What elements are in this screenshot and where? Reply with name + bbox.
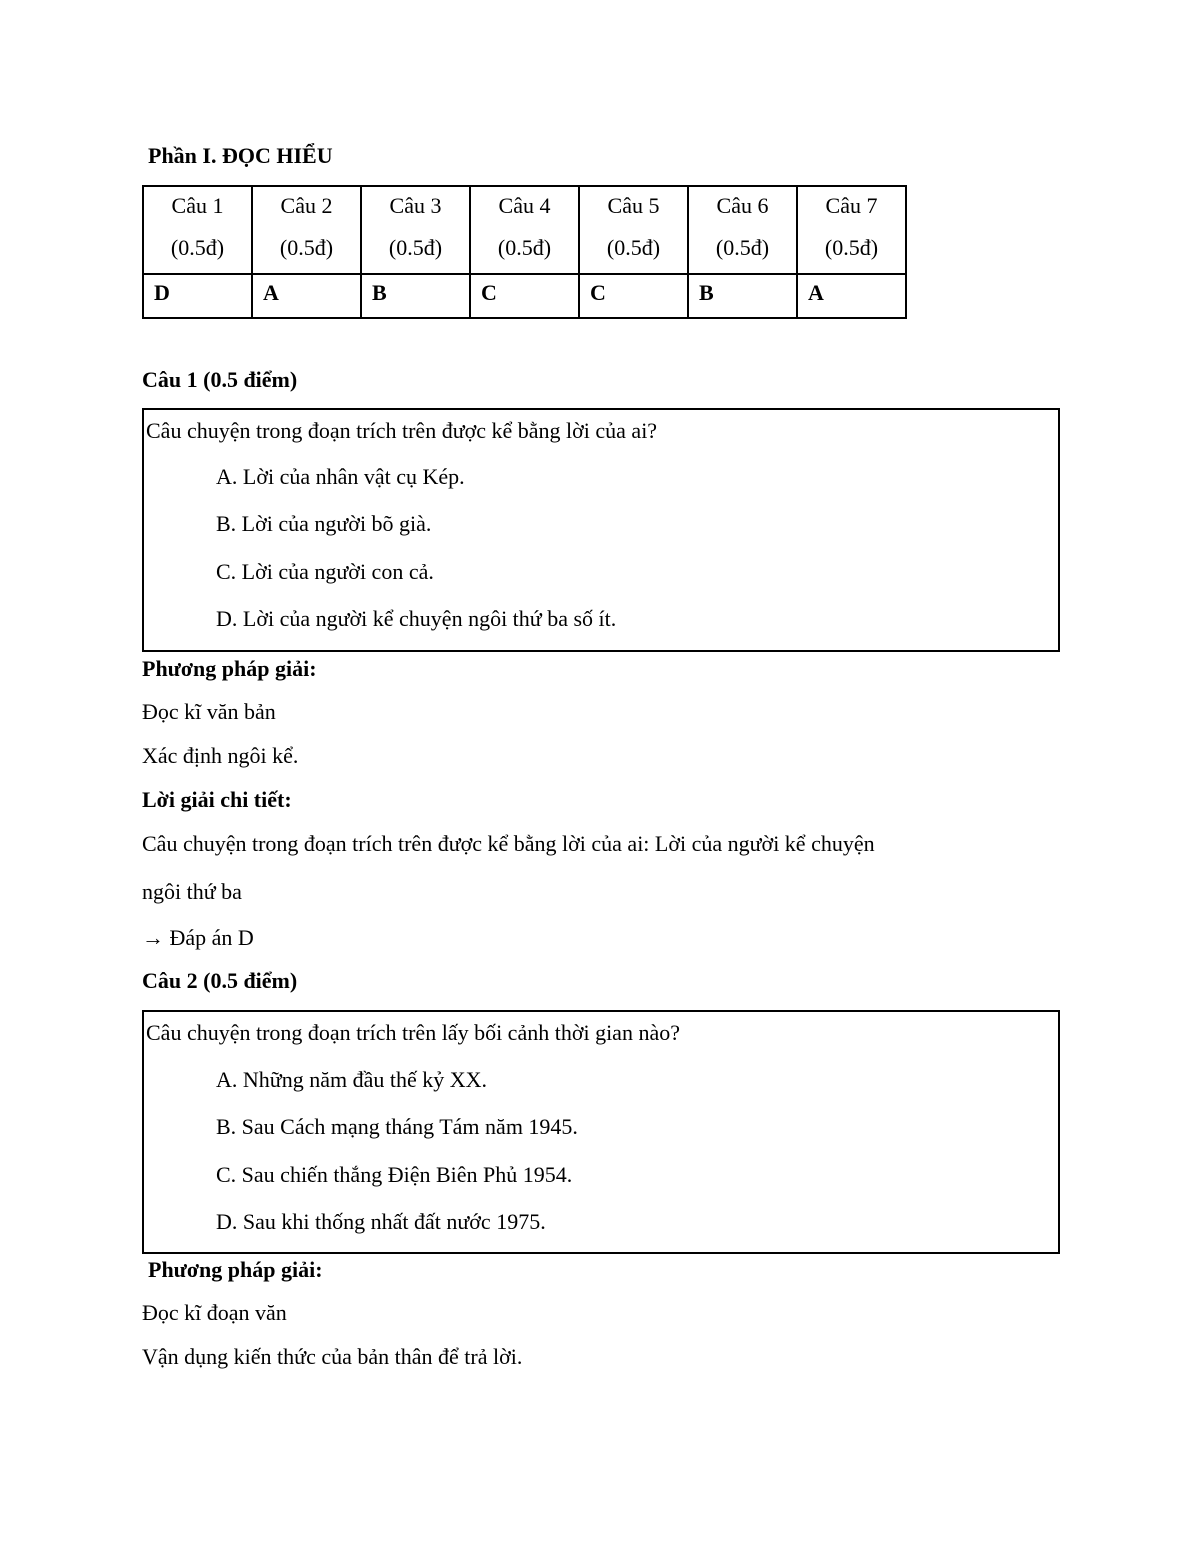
q1-option-d: D. Lời của người kể chuyện ngôi thứ ba số ít. xyxy=(216,606,617,631)
table-header-cell xyxy=(361,186,470,274)
table-header-cell xyxy=(797,186,906,274)
q1-solution-line-2: ngôi thứ ba xyxy=(142,879,242,904)
section-title: Phần I. ĐỌC HIỂU xyxy=(148,143,333,168)
q2-method-line-2: Vận dụng kiến thức của bản thân để trả lời. xyxy=(142,1344,523,1369)
q2-option-a: A. Những năm đầu thế kỷ XX. xyxy=(216,1067,487,1092)
q1-solution-line-1: Câu chuyện trong đoạn trích trên được kể bằng lời của ai: Lời của người kể chuyện xyxy=(142,831,875,856)
q1-method-heading: Phương pháp giải: xyxy=(142,656,317,681)
header-points: (0.5đ) xyxy=(715,235,770,260)
answer-cell: B xyxy=(361,274,470,318)
q1-method-line-1: Đọc kĩ văn bản xyxy=(142,699,276,724)
header-label: Câu 6 xyxy=(716,193,769,218)
answer-cell: C xyxy=(470,274,579,318)
q1-option-a: A. Lời của nhân vật cụ Kép. xyxy=(216,464,465,489)
q2-option-b: B. Sau Cách mạng tháng Tám năm 1945. xyxy=(216,1114,578,1139)
answer-cell: C xyxy=(579,274,688,318)
q1-answer: → Đáp án D xyxy=(142,925,254,950)
q1-solution-heading: Lời giải chi tiết: xyxy=(142,787,292,812)
answer-table-header-row xyxy=(143,186,906,274)
header-points: (0.5đ) xyxy=(824,235,879,260)
answer-cell: B xyxy=(688,274,797,318)
table-header-cell xyxy=(579,186,688,274)
q1-question-text: Câu chuyện trong đoạn trích trên được kể bằng lời của ai? xyxy=(146,418,658,443)
q2-method-line-1: Đọc kĩ đoạn văn xyxy=(142,1300,287,1325)
header-label: Câu 4 xyxy=(498,193,551,218)
q1-option-c: C. Lời của người con cả. xyxy=(216,559,434,584)
answer-cell: D xyxy=(143,274,252,318)
answer-table xyxy=(142,185,907,319)
answer-cell: A xyxy=(797,274,906,318)
header-points: (0.5đ) xyxy=(170,235,225,260)
q2-method-heading: Phương pháp giải: xyxy=(148,1257,323,1282)
header-points: (0.5đ) xyxy=(279,235,334,260)
q1-option-b: B. Lời của người bõ già. xyxy=(216,511,432,536)
q1-heading: Câu 1 (0.5 điểm) xyxy=(142,367,298,392)
header-label: Câu 7 xyxy=(825,193,878,218)
table-header-cell xyxy=(252,186,361,274)
q2-question-text: Câu chuyện trong đoạn trích trên lấy bối cảnh thời gian nào? xyxy=(146,1020,680,1045)
header-points: (0.5đ) xyxy=(606,235,661,260)
q1-question-box xyxy=(142,408,1060,652)
header-points: (0.5đ) xyxy=(388,235,443,260)
q2-question-box xyxy=(142,1010,1060,1254)
header-label: Câu 3 xyxy=(389,193,442,218)
q2-heading: Câu 2 (0.5 điểm) xyxy=(142,968,298,993)
answer-table-answer-row xyxy=(143,274,906,318)
header-label: Câu 2 xyxy=(280,193,333,218)
header-label: Câu 1 xyxy=(171,193,224,218)
header-label: Câu 5 xyxy=(607,193,660,218)
header-points: (0.5đ) xyxy=(497,235,552,260)
q2-option-d: D. Sau khi thống nhất đất nước 1975. xyxy=(216,1209,546,1234)
q2-option-c: C. Sau chiến thắng Điện Biên Phủ 1954. xyxy=(216,1162,573,1187)
table-header-cell xyxy=(688,186,797,274)
table-header-cell xyxy=(470,186,579,274)
answer-cell: A xyxy=(252,274,361,318)
table-header-cell xyxy=(143,186,252,274)
q1-method-line-2: Xác định ngôi kể. xyxy=(142,743,299,768)
